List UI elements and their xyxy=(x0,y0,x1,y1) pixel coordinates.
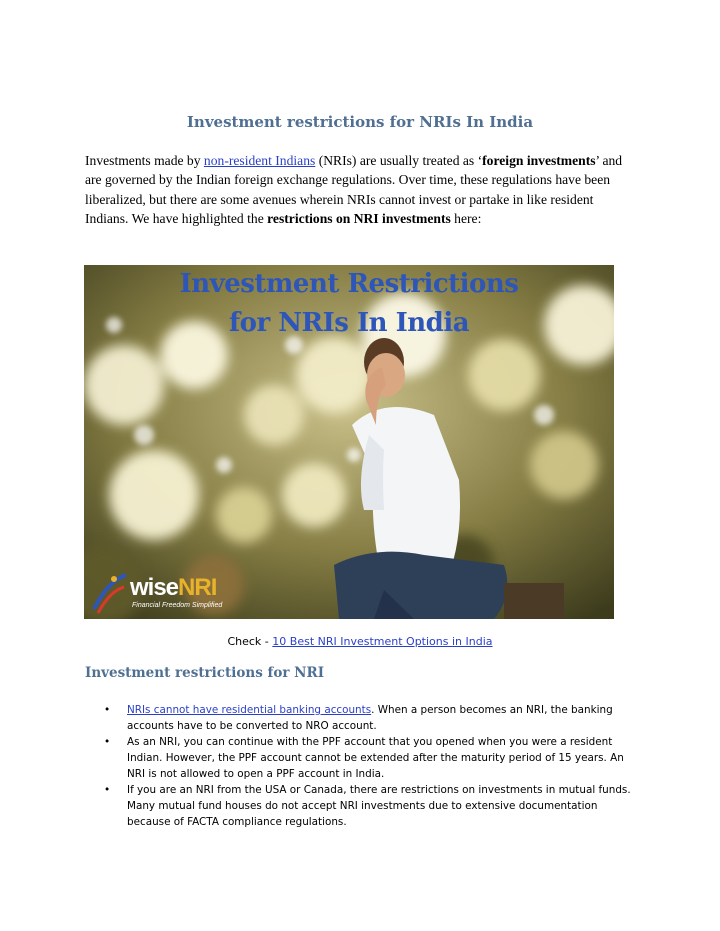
list-item xyxy=(84,734,644,782)
bullet-icon: • xyxy=(104,704,111,716)
intro-text-2: (NRIs) are usually treated as ‘ xyxy=(315,153,483,168)
restrictions-bold: restrictions on NRI investments xyxy=(267,211,451,227)
best-nri-investment-options-link[interactable]: 10 Best NRI Investment Options in India xyxy=(272,635,493,648)
residential-banking-accounts-link[interactable]: NRIs cannot have residential banking accounts xyxy=(127,704,372,716)
caption-prefix: Check - xyxy=(227,635,273,648)
intro-text-1: Investments made by xyxy=(85,153,204,168)
hero-heading-line-1: Investment Restrictions xyxy=(179,269,519,299)
list-item xyxy=(84,702,644,734)
non-resident-indians-link[interactable]: non-resident Indians xyxy=(203,153,316,168)
page-title: Investment restrictions for NRIs In India xyxy=(186,113,534,131)
list-item xyxy=(84,782,644,830)
image-caption xyxy=(0,635,720,648)
wisenri-logo-icon xyxy=(90,571,130,615)
intro-text-4: here: xyxy=(450,211,482,227)
list-item-text: . When a person becomes an NRI, the banking accounts have to be converted to NRO account. xyxy=(127,704,613,732)
list-item-text: As an NRI, you can continue with the PPF account that you opened when you were a resident Indian. However, the PPF account cannot be extended after the maturity period of 15 years. An NRI is not allowed to open a PPF account in India. xyxy=(127,736,624,780)
wisenri-logo xyxy=(90,571,265,615)
bullet-icon: • xyxy=(104,736,111,748)
logo-wordmark xyxy=(130,574,216,602)
foreign-investments-bold: foreign investments xyxy=(482,153,596,168)
restrictions-list xyxy=(84,702,644,830)
intro-paragraph xyxy=(85,151,630,229)
hero-heading-line-2: for NRIs In India xyxy=(228,308,470,338)
logo-wise: wise xyxy=(130,574,179,601)
intro-text-3: ’ and are governed by the Indian foreign exchange regulations. Over time, these regulations have been liberalized, but there are some avenues wherein NRIs cannot invest or partake in like resident Indians. We have highlighted the xyxy=(85,153,623,227)
list-item-text: If you are an NRI from the USA or Canada, there are restrictions on investments in mutual funds. Many mutual fund houses do not accept NRI investments due to extensive documentation because of FACTA compliance regulations. xyxy=(127,784,631,828)
logo-nri: NRI xyxy=(178,574,217,601)
hero-image xyxy=(84,265,614,619)
bullet-icon: • xyxy=(104,784,111,796)
logo-tagline: Financial Freedom Simplified xyxy=(132,602,223,609)
section-heading: Investment restrictions for NRI xyxy=(85,665,325,681)
